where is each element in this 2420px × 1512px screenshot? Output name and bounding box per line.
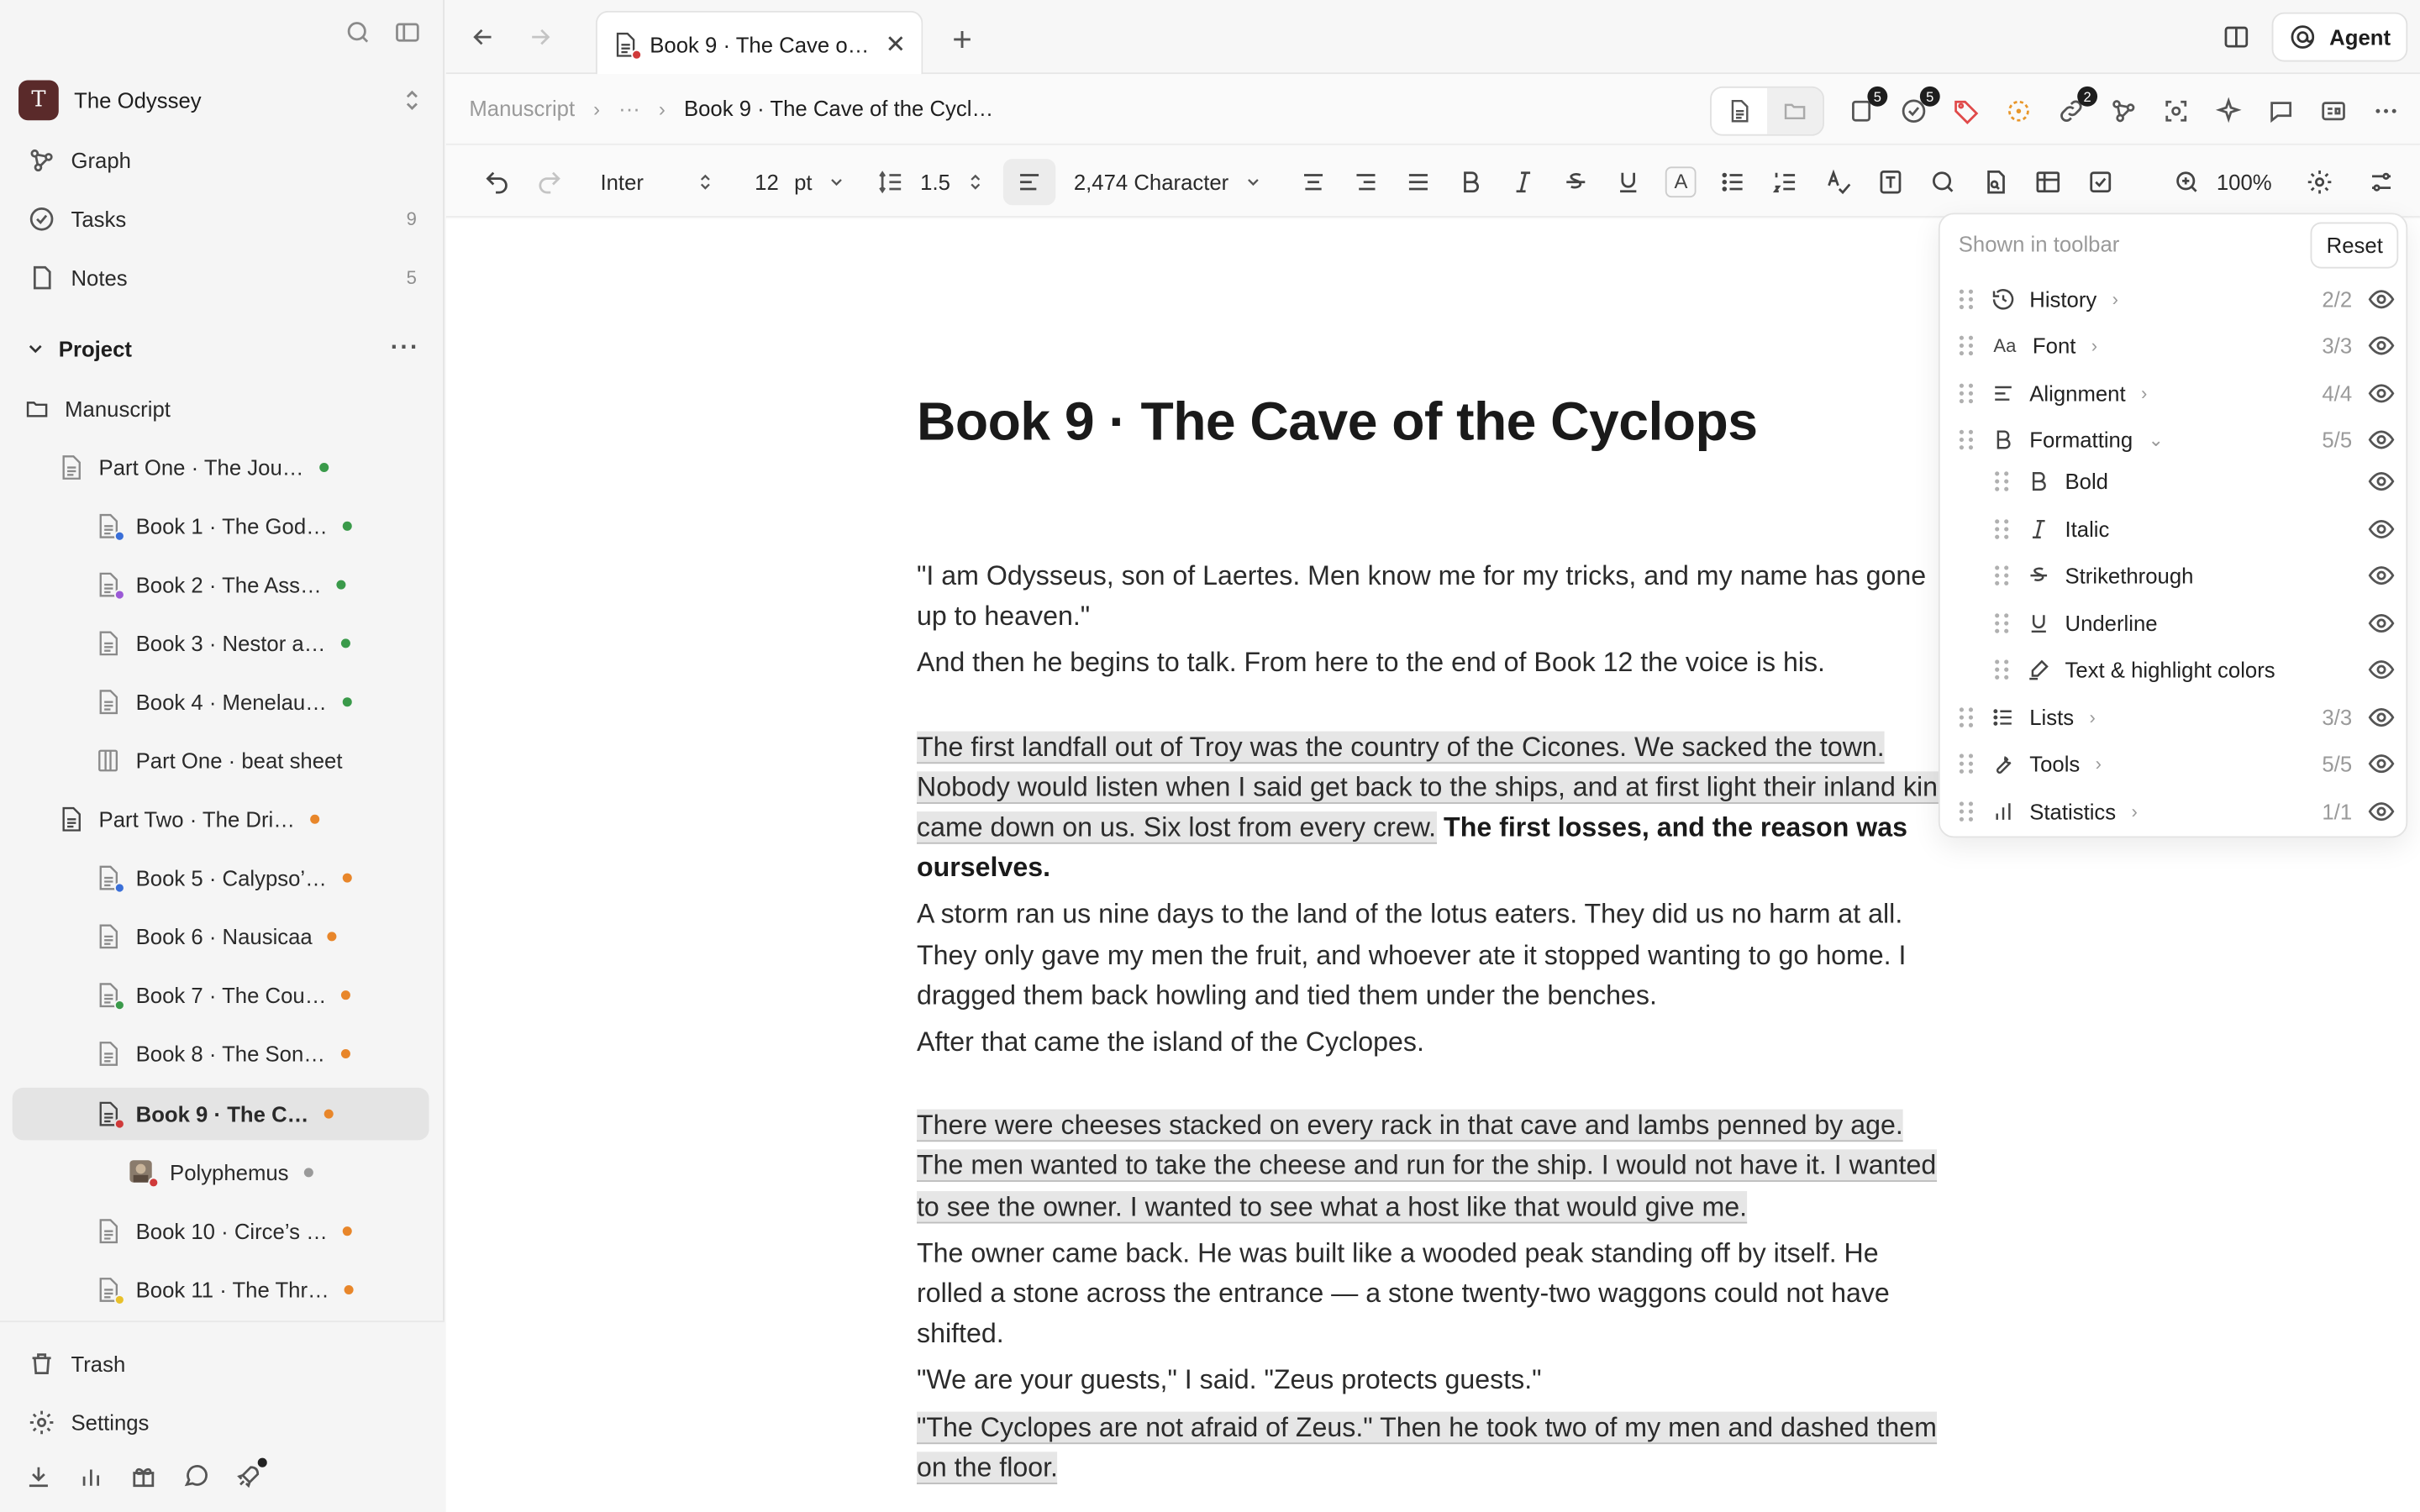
- list-icon: [1990, 704, 2018, 732]
- group-label: Statistics: [2029, 799, 2117, 824]
- chevron-right-icon[interactable]: ›: [2091, 334, 2098, 357]
- tree-label: Book 6 · Nausicaa: [135, 924, 313, 949]
- agent-button[interactable]: [2272, 13, 2407, 62]
- status-dot: [340, 1049, 350, 1058]
- document-icon: [96, 922, 120, 950]
- drag-handle-icon[interactable]: [1994, 518, 2009, 540]
- note-icon: [28, 264, 55, 291]
- drag-handle-icon[interactable]: [1994, 470, 2009, 492]
- tree-item-selected[interactable]: [13, 1088, 429, 1140]
- chevron-up-down-icon: [398, 87, 426, 114]
- status-dot: [345, 1285, 354, 1294]
- forward-arrow-icon[interactable]: [526, 24, 554, 51]
- sidebar-bottom-actions: [24, 1462, 262, 1490]
- tree-item[interactable]: [96, 969, 429, 1021]
- status-dot: [324, 1110, 334, 1119]
- chevron-right-icon: ›: [658, 96, 666, 120]
- sidebar-item-label: Trash: [71, 1351, 126, 1377]
- comment-icon[interactable]: [2265, 96, 2296, 127]
- checkbox-icon[interactable]: [2075, 158, 2127, 204]
- breadcrumb-current[interactable]: Book 9 · The Cave of the Cycl…: [683, 95, 994, 121]
- tab-bar: [446, 0, 2420, 74]
- word-count-value: 2,474 Character: [1073, 169, 1229, 194]
- line-height-icon: [877, 167, 905, 195]
- toolbar-item-bold[interactable]: [1940, 459, 2409, 502]
- gear-icon: [28, 1409, 55, 1436]
- view-toggle: [1710, 87, 1824, 136]
- toolbar-right: [2161, 159, 2408, 205]
- chevron-right-icon[interactable]: ›: [2089, 706, 2096, 728]
- italic-icon: [2025, 515, 2053, 543]
- eye-icon[interactable]: [2367, 286, 2395, 313]
- underline-icon[interactable]: [1602, 158, 1655, 204]
- agent-label: Agent: [2329, 24, 2391, 50]
- add-tab-button[interactable]: +: [952, 19, 972, 59]
- tree-label: Book 8 · The Son…: [135, 1041, 325, 1067]
- sidebar-item-label: Notes: [71, 265, 128, 291]
- pages-badge: 5: [1867, 87, 1887, 107]
- status-icon[interactable]: [2003, 96, 2034, 127]
- zoom-control[interactable]: [2161, 168, 2285, 196]
- group-count: 3/3: [2322, 333, 2353, 359]
- folder-icon: [24, 395, 49, 423]
- tasks-count: 9: [406, 207, 417, 230]
- agent-icon: [2289, 24, 2317, 51]
- group-label: Formatting: [2029, 427, 2133, 453]
- chevron-right-icon[interactable]: ›: [2112, 288, 2118, 311]
- redo-icon[interactable]: [523, 158, 576, 204]
- more-horizontal-icon[interactable]: [2370, 96, 2402, 127]
- paragraph[interactable]: [917, 1406, 1951, 1487]
- sidebar-item-settings[interactable]: [13, 1399, 433, 1446]
- group-label: Tools: [2029, 751, 2081, 776]
- popover-header: Shown in toolbar: [1958, 231, 2120, 256]
- check-circle-icon: [28, 205, 55, 233]
- wrench-icon: [1990, 750, 2018, 778]
- document-icon: [96, 629, 120, 657]
- tree-item[interactable]: [96, 559, 429, 611]
- group-count: 3/3: [2322, 705, 2353, 730]
- drag-handle-icon[interactable]: [1959, 706, 1974, 728]
- tree-item[interactable]: [59, 441, 429, 493]
- text-color-icon[interactable]: A: [1655, 158, 1707, 204]
- workspace-name: The Odyssey: [74, 87, 202, 113]
- line-height-select[interactable]: [865, 167, 997, 195]
- document-icon: [96, 981, 120, 1009]
- tree-label: Book 5 · Calypso’…: [135, 865, 327, 890]
- document-icon: [96, 1217, 120, 1245]
- tree-label: Book 4 · Menelau…: [135, 690, 327, 715]
- tree-label: Book 1 · The God…: [135, 513, 328, 539]
- status-dot: [337, 580, 346, 590]
- paragraph[interactable]: And then he begins to talk. From here to the end of Book 12 the voice is his.: [916, 647, 1826, 679]
- document-actions: [1710, 87, 2402, 136]
- bold-icon: [1990, 426, 2018, 454]
- group-count: 1/1: [2322, 799, 2353, 824]
- font-size-select[interactable]: [742, 167, 858, 195]
- tree-label: Book 7 · The Cou…: [135, 982, 327, 1008]
- toolbar-group-formatting[interactable]: [1940, 418, 2409, 461]
- status-dot: [343, 1226, 352, 1236]
- workspace-switcher[interactable]: [18, 81, 426, 121]
- chevron-right-icon[interactable]: ›: [2095, 753, 2102, 775]
- group-count: 5/5: [2322, 751, 2353, 776]
- file-search-icon[interactable]: [1970, 158, 2022, 204]
- status-dot: [343, 522, 352, 531]
- group-label: Font: [2032, 333, 2076, 359]
- document-title[interactable]: Book 9 · The Cave of the Cyclops: [916, 391, 1758, 453]
- font-icon: Aa: [1993, 334, 2017, 357]
- chevron-right-icon[interactable]: ›: [2131, 801, 2138, 822]
- tree-label: Manuscript: [65, 396, 171, 422]
- chevron-down-icon[interactable]: ⌄: [2148, 428, 2165, 451]
- tree-item[interactable]: [96, 675, 429, 727]
- status-dot: [342, 990, 351, 1000]
- chevron-right-icon: ›: [593, 96, 601, 120]
- table-icon[interactable]: [2022, 158, 2074, 204]
- links-badge: 2: [2077, 87, 2097, 107]
- document-icon: [96, 1100, 120, 1128]
- zoom-in-icon: [2173, 168, 2201, 196]
- font-size-value: 12: [755, 169, 779, 194]
- tree-label: Book 2 · The Ass…: [135, 572, 322, 597]
- chevron-up-down-icon: [965, 167, 984, 195]
- highlighter-icon: [2025, 656, 2053, 684]
- toolbar-customize-icon[interactable]: [2355, 159, 2407, 205]
- notes-count: 5: [406, 266, 417, 289]
- highlighted-text[interactable]: "The Cyclopes are not afraid of Zeus." Then he took two of my men and dashed them on the floor.: [916, 1410, 1937, 1483]
- focus-icon[interactable]: [2160, 96, 2191, 127]
- zoom-value: 100%: [2216, 170, 2272, 195]
- sidebar-toggle-icon[interactable]: [393, 18, 421, 46]
- eye-icon[interactable]: [2367, 515, 2395, 543]
- highlighted-text[interactable]: There were cheeses stacked on every rack in that cave and lambs penned by age. The men wanted to take the cheese and run for the ship. I would not have it. I wanted to see the owner. I wanted to see what a host like that would give me.: [916, 1110, 1937, 1222]
- paragraph[interactable]: [917, 1105, 1951, 1226]
- sidebar-item-tasks[interactable]: [13, 196, 433, 242]
- paragraph[interactable]: [917, 726, 1951, 888]
- toolbar-item-strikethrough[interactable]: [1940, 554, 2409, 596]
- eye-icon[interactable]: [2367, 426, 2395, 454]
- status-dot: [328, 932, 337, 941]
- bold-text[interactable]: The first losses, and the reason was ourselves.: [916, 811, 1908, 883]
- align-icon: [1990, 380, 2018, 407]
- item-label: Italic: [2065, 517, 2110, 542]
- paragraph[interactable]: A storm ran us nine days to the land of the lotus eaters. They did us no harm at all. They only gave my men the fruit, and whoever ate it stopped wanting to go home. I dragged them back howling and tied them under the benches.: [916, 898, 1907, 1011]
- strikethrough-icon: [2025, 562, 2053, 590]
- more-icon[interactable]: ···: [390, 334, 420, 361]
- gear-icon[interactable]: [2293, 159, 2345, 205]
- tabbar-actions: [2223, 13, 2407, 62]
- pages-icon[interactable]: [1846, 88, 1881, 127]
- chevron-right-icon[interactable]: ›: [2140, 382, 2148, 405]
- tree-item[interactable]: [96, 1205, 429, 1257]
- eye-icon[interactable]: [2367, 332, 2395, 360]
- status-dot: [304, 1168, 313, 1177]
- find-icon[interactable]: [1917, 158, 1969, 204]
- status-dot: [310, 815, 319, 824]
- bold-icon: [2025, 468, 2053, 496]
- font-size-unit: pt: [794, 169, 813, 194]
- document-body[interactable]: [917, 392, 1951, 1494]
- item-label: Strikethrough: [2065, 563, 2194, 588]
- tree-item[interactable]: [59, 793, 429, 845]
- workspace-avatar: T: [18, 81, 59, 121]
- sidebar-top-actions: [345, 18, 422, 46]
- sparkle-icon[interactable]: [2213, 96, 2244, 127]
- tree-item[interactable]: [96, 911, 429, 963]
- bar-chart-icon: [1990, 798, 2018, 826]
- group-count: 4/4: [2322, 381, 2353, 407]
- paragraph[interactable]: "We are your guests," I said. "Zeus protects guests.": [916, 1364, 1542, 1396]
- underline-icon: [2025, 609, 2053, 637]
- chat-icon[interactable]: [182, 1462, 210, 1490]
- graph-icon: [28, 146, 55, 174]
- trash-icon: [28, 1350, 55, 1378]
- item-label: Underline: [2065, 611, 2158, 636]
- tree-item[interactable]: [129, 1147, 429, 1199]
- eye-icon[interactable]: [2367, 562, 2395, 590]
- tree-item[interactable]: [96, 1027, 429, 1079]
- tasks-icon[interactable]: [1898, 88, 1934, 127]
- reset-button[interactable]: Reset: [2311, 222, 2398, 268]
- search-icon[interactable]: [345, 18, 372, 46]
- breadcrumb-root[interactable]: Manuscript: [469, 95, 576, 121]
- bold-icon[interactable]: [1444, 158, 1497, 204]
- toolbar-item-italic[interactable]: [1940, 507, 2409, 550]
- strikethrough-icon[interactable]: [1549, 158, 1602, 204]
- sidebar-footer: [0, 1320, 445, 1512]
- graph-icon[interactable]: [2108, 96, 2139, 127]
- close-icon[interactable]: ✕: [885, 31, 907, 58]
- sidebar-item-label: Settings: [71, 1410, 150, 1436]
- eye-icon[interactable]: [2367, 798, 2395, 826]
- tree-item[interactable]: [96, 734, 429, 786]
- document-icon: [59, 806, 83, 833]
- toolbar-group-lists[interactable]: [1940, 696, 2409, 738]
- tree-label: Book 10 · Circe’s …: [135, 1218, 328, 1244]
- drag-handle-icon[interactable]: [1959, 801, 1974, 822]
- toolbar-item-underline[interactable]: [1940, 601, 2409, 644]
- font-family-value: Inter: [600, 169, 644, 194]
- document-icon: [96, 571, 120, 599]
- italic-icon[interactable]: [1497, 158, 1549, 204]
- link-icon[interactable]: [2055, 88, 2091, 127]
- chevron-down-icon: [828, 167, 846, 195]
- status-dot: [342, 874, 351, 883]
- line-height-value: 1.5: [920, 169, 950, 194]
- toolbar-group-font[interactable]: [1940, 324, 2409, 367]
- bullet-list-icon[interactable]: [1707, 158, 1760, 204]
- toolbar-item-colors[interactable]: [1940, 648, 2409, 690]
- text-box-icon[interactable]: [1865, 158, 1917, 204]
- toolbar-group-tools[interactable]: [1940, 742, 2409, 785]
- folder-view-icon[interactable]: [1767, 88, 1823, 134]
- stats-icon[interactable]: [77, 1462, 105, 1490]
- tasks-badge: 5: [1920, 87, 1940, 107]
- sidebar-item-label: Tasks: [71, 207, 127, 232]
- document-icon: [96, 1276, 120, 1304]
- eye-icon[interactable]: [2367, 380, 2395, 407]
- tree-label: Part Two · The Dri…: [98, 806, 295, 832]
- document-icon: [96, 512, 120, 540]
- eye-icon[interactable]: [2367, 468, 2395, 496]
- tree-label: Part One · beat sheet: [135, 748, 343, 774]
- sidebar-item-trash[interactable]: [13, 1341, 433, 1387]
- font-family-select[interactable]: [588, 167, 727, 195]
- eye-icon[interactable]: [2367, 704, 2395, 732]
- eye-icon[interactable]: [2367, 656, 2395, 684]
- chevron-down-icon[interactable]: [24, 335, 46, 363]
- tree-label: Book 11 · The Thr…: [135, 1277, 329, 1303]
- sidebar: [0, 0, 445, 1512]
- tree-item[interactable]: [96, 1263, 429, 1315]
- gift-icon[interactable]: [129, 1462, 157, 1490]
- tree-label: Book 3 · Nestor a…: [135, 631, 326, 656]
- group-label: Lists: [2029, 705, 2075, 730]
- status-dot: [319, 463, 329, 472]
- toolbar-customize-popover: [1939, 213, 2407, 837]
- drag-handle-icon[interactable]: [1959, 335, 1974, 357]
- tree-label: Polyphemus: [170, 1160, 289, 1185]
- split-view-icon[interactable]: [2223, 24, 2250, 51]
- drag-handle-icon[interactable]: [1959, 288, 1974, 310]
- tab-book-9[interactable]: [596, 11, 923, 76]
- drag-handle-icon[interactable]: [1994, 612, 2009, 634]
- drag-handle-icon[interactable]: [1959, 383, 1974, 405]
- align-justify-icon[interactable]: [1392, 158, 1444, 204]
- project-section-header[interactable]: [13, 327, 433, 370]
- document-icon: [96, 688, 120, 716]
- tree-item[interactable]: [96, 500, 429, 552]
- tree-label: Part One · The Jou…: [98, 454, 304, 480]
- tree-folder-manuscript[interactable]: [24, 383, 429, 435]
- paragraph[interactable]: The owner came back. He was built like a wooded peak standing off by itself. He rolled a stone across the entrance — a stone twenty-two waggons could not have shifted.: [916, 1236, 1890, 1349]
- rocket-icon[interactable]: [234, 1462, 262, 1490]
- format-toolbar: [446, 146, 2420, 217]
- align-left-icon[interactable]: [1002, 158, 1055, 204]
- document-icon: [59, 454, 83, 481]
- chevron-down-icon: [1244, 167, 1263, 195]
- highlighted-text[interactable]: The first landfall out of Troy was the country of the Cicones. We sacked the town. Nobody would listen when I said get back to the ships, and at first light their inland kin came down on us. Six lost from every crew.: [916, 730, 1938, 843]
- tree-item[interactable]: [96, 852, 429, 904]
- document-icon: [96, 864, 120, 892]
- group-label: Alignment: [2029, 381, 2126, 407]
- numbered-list-icon[interactable]: [1760, 158, 1812, 204]
- word-count-select[interactable]: [1061, 167, 1275, 195]
- status-dot: [341, 638, 350, 648]
- tree-label: Book 9 · The C…: [135, 1101, 309, 1126]
- eye-icon[interactable]: [2367, 750, 2395, 778]
- character-avatar-icon: [129, 1158, 154, 1186]
- caption-icon[interactable]: [2318, 96, 2349, 127]
- back-arrow-icon[interactable]: [469, 24, 497, 51]
- tree-item[interactable]: [96, 617, 429, 669]
- paragraph[interactable]: After that came the island of the Cyclopes.: [916, 1026, 1424, 1058]
- history-icon: [1990, 286, 2018, 313]
- undo-icon[interactable]: [471, 158, 523, 204]
- breadcrumb: [469, 96, 993, 120]
- item-label: Bold: [2065, 469, 2108, 494]
- tag-icon[interactable]: [1951, 96, 1982, 127]
- group-count: 2/2: [2322, 286, 2353, 312]
- drag-handle-icon[interactable]: [1994, 659, 2009, 680]
- tab-title: Book 9 · The Cave o…: [650, 31, 870, 57]
- sidebar-item-notes[interactable]: [13, 255, 433, 301]
- toolbar-group-history[interactable]: [1940, 278, 2409, 321]
- paragraph[interactable]: "I am Odysseus, son of Laertes. Men know me for my tricks, and my name has gone up to heaven.": [916, 559, 1927, 632]
- group-label: History: [2029, 286, 2097, 312]
- breadcrumb-bar: [446, 74, 2420, 144]
- status-dot: [342, 697, 351, 706]
- sidebar-item-label: Graph: [71, 148, 131, 173]
- drag-handle-icon[interactable]: [1959, 429, 1974, 451]
- document-icon: [96, 1040, 120, 1068]
- toolbar-group-alignment[interactable]: [1940, 372, 2409, 415]
- drag-handle-icon[interactable]: [1959, 753, 1974, 774]
- document-view-icon[interactable]: [1712, 88, 1767, 134]
- group-count: 5/5: [2322, 427, 2353, 453]
- align-right-icon[interactable]: [1340, 158, 1392, 204]
- item-label: Text & highlight colors: [2065, 657, 2275, 682]
- toolbar-group-statistics[interactable]: [1940, 790, 2409, 832]
- section-label: Project: [58, 336, 132, 361]
- sidebar-item-graph[interactable]: [13, 137, 433, 183]
- align-center-icon[interactable]: [1287, 158, 1339, 204]
- download-icon[interactable]: [24, 1462, 52, 1490]
- chevron-up-down-icon: [696, 167, 714, 195]
- eye-icon[interactable]: [2367, 609, 2395, 637]
- breadcrumb-ellipsis[interactable]: ···: [618, 95, 640, 121]
- board-icon: [96, 747, 120, 774]
- document-icon: [613, 30, 637, 58]
- spellcheck-icon[interactable]: [1812, 158, 1865, 204]
- drag-handle-icon[interactable]: [1994, 564, 2009, 586]
